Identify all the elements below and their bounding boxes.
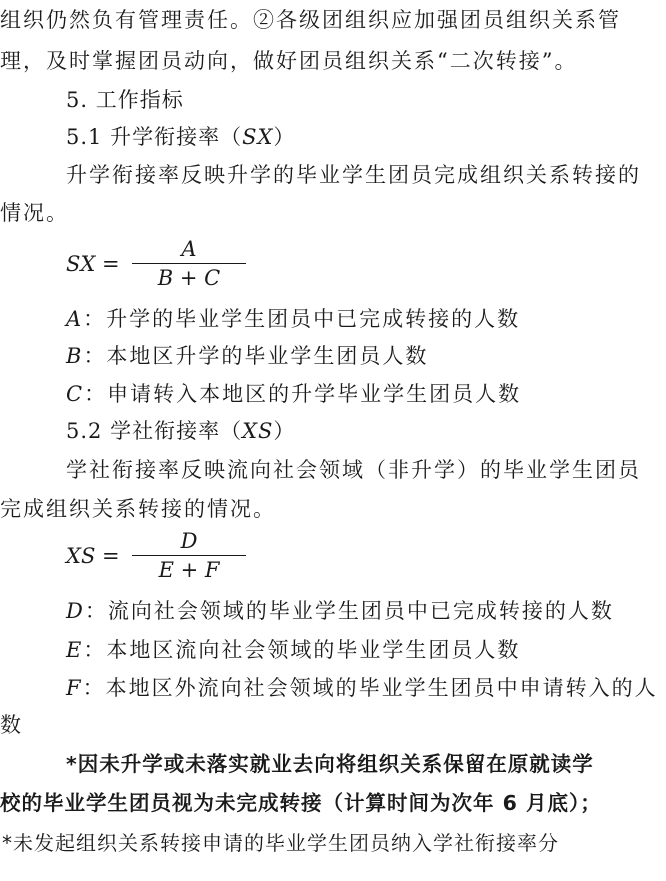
- desc-5-2-line-1: 学社衔接率反映流向社会领域（非升学）的毕业学生团员: [66, 458, 641, 482]
- definition-c-text: ：申请转入本地区的升学毕业学生团员人数: [84, 382, 522, 406]
- definition-e-var: E: [66, 638, 84, 662]
- definition-e-text: ：本地区流向社会领域的毕业学生团员人数: [83, 638, 521, 662]
- definition-d: [66, 597, 666, 625]
- note-bold-line-1: *因未升学或未落实就业去向将组织关系保留在原就读学: [66, 752, 594, 776]
- definition-f-text: ：本地区外流向社会领域的毕业学生团员中申请转入的人: [82, 676, 658, 700]
- subsection-heading-5-2: [66, 417, 666, 445]
- definition-b-var: B: [66, 344, 84, 368]
- paragraph-continued-line-2: 理，及时掌握团员动向，做好团员组织关系“二次转接”。: [0, 49, 578, 73]
- definition-d-text: ：流向社会领域的毕业学生团员中已完成转接的人数: [84, 599, 614, 623]
- formula-xs-numerator: D: [180, 529, 198, 553]
- definition-a-text: ：升学的毕业学生团员中已完成转接的人数: [83, 307, 521, 331]
- definition-f: [66, 674, 666, 702]
- formula-xs: [66, 528, 266, 588]
- subsection-5-1-close: ）: [273, 125, 296, 149]
- definition-b: [66, 342, 666, 370]
- note-bold-line-2: 校的毕业学生团员视为未完成转接（计算时间为次年 6 月底）；: [0, 791, 602, 815]
- section-heading-5: 5. 工作指标: [66, 88, 184, 112]
- formula-sx: [66, 236, 266, 296]
- note-line-last: *未发起组织关系转接申请的毕业学生团员纳入学社衔接率分: [2, 831, 559, 855]
- formula-sx-lhs: SX =: [66, 252, 120, 276]
- subsection-5-1-title: 5.1 升学衔接率（: [66, 125, 243, 149]
- formula-sx-fraction: [130, 236, 248, 292]
- definition-f-continued: 数: [0, 713, 23, 737]
- definition-f-var: F: [66, 676, 83, 700]
- desc-5-1-line-1: 升学衔接率反映升学的毕业学生团员完成组织关系转接的: [66, 163, 641, 187]
- formula-xs-fraction: [130, 528, 248, 584]
- subsection-heading-5-1: [66, 123, 666, 151]
- subsection-5-1-abbr: SX: [242, 125, 274, 149]
- paragraph-continued-line-1: 组织仍然负有管理责任。②各级团组织应加强团员组织关系管: [0, 8, 621, 32]
- definition-c-var: C: [66, 382, 85, 406]
- subsection-5-2-title: 5.2 学社衔接率（: [66, 419, 243, 443]
- definition-c: [66, 380, 666, 408]
- definition-b-text: ：本地区升学的毕业学生团员人数: [83, 344, 429, 368]
- desc-5-1-line-2: 情况。: [0, 201, 69, 225]
- desc-5-2-line-2: 完成组织关系转接的情况。: [0, 497, 276, 521]
- subsection-5-2-close: ）: [273, 419, 296, 443]
- formula-sx-denominator: B + C: [157, 266, 221, 290]
- subsection-5-2-abbr: XS: [242, 419, 274, 443]
- definition-d-var: D: [66, 599, 85, 623]
- definition-e: [66, 636, 666, 664]
- formula-sx-numerator: A: [181, 237, 197, 261]
- definition-a-var: A: [66, 307, 84, 331]
- formula-xs-denominator: E + F: [158, 558, 220, 582]
- formula-xs-lhs: XS =: [66, 544, 120, 568]
- definition-a: [66, 305, 666, 333]
